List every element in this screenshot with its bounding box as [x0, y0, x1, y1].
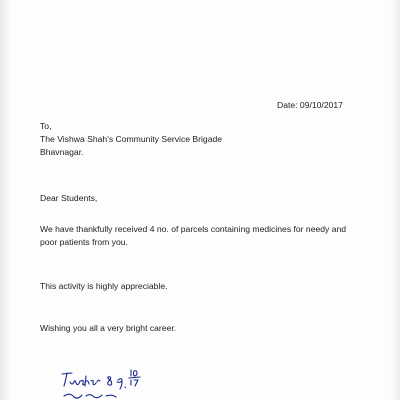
closing-line: Wishing you all a very bright career. [40, 323, 177, 333]
scan-edge-left [0, 0, 12, 400]
letter-date: Date: 09/10/2017 [277, 100, 343, 110]
body-line-2: poor patients from you. [40, 237, 128, 247]
scan-edge-right [390, 0, 400, 400]
recipient-to: To, [40, 121, 52, 131]
appreciation-line: This activity is highly appreciable. [40, 281, 168, 291]
body-line-1: We have thankfully received 4 no. of parcels containing medicines for needy and [40, 224, 347, 234]
handwritten-signature [56, 366, 186, 400]
recipient-name: The Vishwa Shah's Community Service Brigade [40, 134, 223, 144]
salutation: Dear Students, [40, 193, 98, 203]
recipient-city: Bhavnagar. [40, 147, 84, 157]
